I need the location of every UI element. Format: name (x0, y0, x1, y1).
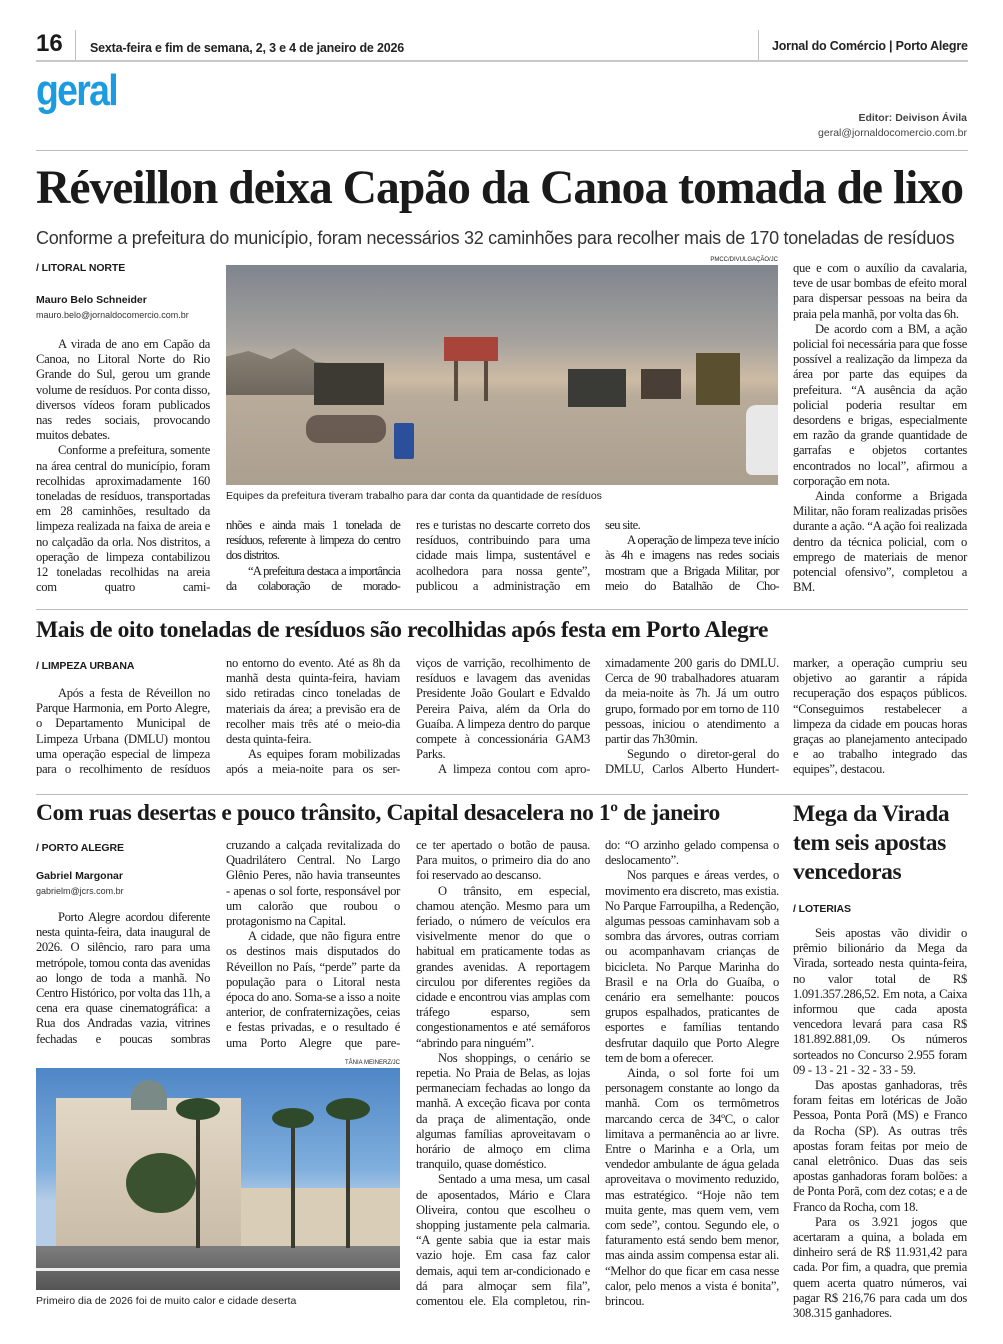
header-divider (75, 30, 76, 60)
article-column (36, 337, 210, 595)
paragraph: As equipes foram mobilizadas após a meia-noite para os ser- (226, 747, 400, 777)
author-email[interactable]: mauro.belo@jornaldocomercio.com.br (36, 310, 189, 320)
paragraph: res e turistas no descarte correto dos resíduos, contribuindo para uma cidade mais limpa, sustentável e acolhedora para nossa gente”, publicou a administração em (416, 518, 590, 593)
paragraph: Das apostas ganhadoras, três foram feitas em lotéricas de João Pessoa, Ponta Porã (MS) e Franco da Rocha (SP). As outras três apostas foram feitas por meio de canal eletrônico. Duas das seis apostas ganhadoras foram bolões: a de Ponta Porã, com dez cotas; e a de Franco da Rocha, com 18. (793, 1078, 967, 1214)
editor-info (818, 111, 967, 141)
subheadline: Conforme a prefeitura do município, foram necessários 32 caminhões para recolher mais de 170 toneladas de resíduos (36, 228, 955, 248)
people-group (306, 415, 386, 443)
author-name: Mauro Belo Schneider (36, 294, 147, 306)
editor-email[interactable]: geral@jornaldocomercio.com.br (818, 127, 967, 139)
paragraph: A operação de limpeza teve início às 4h e imagens nas redes sociais mostram que a Brigada Militar, por meio do Batalhão de Cho- (605, 533, 779, 593)
lifeguard-tower-leg (454, 361, 458, 401)
page-number: 16 (36, 30, 63, 57)
paragraph: De acordo com a BM, a ação policial foi necessária para que fosse possível a realização da limpeza da área por parte das equipes da prefeitura. “A ausência da ação policial poderia resultar em desordens e brigas, especialmente em razão da grande quantidade de garrafas e objetos cortantes encontrados no local”, afirmou a corporação em nota. (793, 321, 967, 488)
palm-tree (291, 1118, 295, 1248)
edition-date: Sexta-feira e fim de semana, 2, 3 e 4 de janeiro de 2026 (90, 41, 404, 55)
article-column (793, 261, 967, 595)
paragraph: ximadamente 200 garis do DMLU. Cerca de 90 trabalhadores atuaram da meia-noite às 7h. Já um outro grupo, formado por em torno de 110 pessoas, iniciou o atendimento a partir das 7h30min. (605, 656, 779, 747)
newspaper-name: Jornal do Comércio | Porto Alegre (772, 39, 968, 53)
paragraph: Sentado a uma mesa, um casal de aposentados, Mário e Clara Oliveira, contou que escolheu o shopping justamente pela calmaria. “A gente sabia que ia estar mais vazio hoje. Em casa faz calor demais, aqui tem ar-condicionado e dá para almoçar sem fila”, comentou ele. Ela completou, rin- (416, 1172, 590, 1309)
palm-tree (196, 1108, 200, 1248)
paragraph: Conforme a prefeitura, somente na área central do município, foram recolhidas aproximadamente 160 toneladas de resíduos, transportadas em 28 caminhões, resultado da limpeza realizada na faixa de areia e no calçadão da orla. Nos distritos, a operação de limpeza contabilizou 12 toneladas recolhidas na areia com quatro cami- (36, 443, 210, 595)
lifeguard-tower-cabin (444, 337, 498, 361)
editor-name: Editor: Deivison Ávila (858, 112, 967, 124)
section-rule (36, 150, 968, 151)
paragraph: A limpeza contou com apro- (438, 762, 590, 777)
porto-alegre-city-photo (36, 1068, 400, 1290)
article-tag: / PORTO ALEGRE (36, 842, 124, 854)
article-column (605, 838, 779, 1309)
article-tag: / LOTERIAS (793, 903, 851, 915)
header-rule (36, 60, 968, 62)
backhoe (696, 353, 740, 405)
beach-cleanup-photo (226, 265, 778, 485)
author-email[interactable]: gabrielm@jcrs.com.br (36, 886, 124, 896)
photo-caption: Primeiro dia de 2026 foi de muito calor e cidade deserta (36, 1295, 297, 1307)
paragraph: “A prefeitura destaca a importância da colaboração de morado- (226, 563, 400, 593)
headline-main: Réveillon deixa Capão da Canoa tomada de lixo (36, 161, 964, 214)
paragraph: Após a festa de Réveillon no Parque Harmonia, em Porto Alegre, o Departamento Municipal de Limpeza Urbana (DMLU) montou uma operação especial de limpeza para o recolhimento de resíduos (36, 686, 210, 777)
article-column (226, 656, 400, 778)
article-column (36, 910, 210, 1047)
blue-bin (394, 423, 414, 459)
paragraph: Seis apostas vão dividir o prêmio bilionário da Mega da Virada, sorteado nesta quinta-feira, no valor total de R$ 1.091.357.286,52. Em nota, a Caixa informou que cada aposta vencedora levará para casa R$ 181.892.881,09. Os números sorteados no Concurso 2.955 foram 09 - 13 - 21 - 32 - 33 - 59. (793, 926, 967, 1077)
article-column (226, 838, 400, 1051)
headline-article2: Mais de oito toneladas de resíduos são recolhidas após festa em Porto Alegre (36, 617, 769, 643)
article-column (36, 686, 210, 777)
paragraph: nhões e ainda mais 1 tonelada de resíduos, referente à limpeza do centro dos distritos. (226, 518, 400, 563)
paragraph: Nos shoppings, o cenário se repetia. No Praia de Belas, as lojas permaneciam fechadas ao longo da manhã. A exceção ficava por conta da praça de alimentação, onde algumas famílias aproveitavam o horário de almoço em clima tranquilo, quase doméstico. (416, 1050, 590, 1172)
palm-crown (326, 1098, 370, 1120)
paragraph: Nos parques e áreas verdes, o movimento era discreto, mas existia. No Parque Farroupilha, a Redenção, algumas pessoas caminhavam sob a sombra das árvores, outras corriam ou acompanhavam crianças de bicicleta. No Parque Marinha do Brasil e na Orla do Guaíba, o cenário era semelhante: poucos grupos espalhados, praticantes de esportes e famílias tentando desfrutar daquilo que Porto Alegre tem de bom a oferecer. (605, 868, 779, 1065)
tree (126, 1153, 196, 1213)
building-low (241, 1188, 400, 1248)
lifeguard-tower-leg (484, 361, 488, 401)
paragraph: Para os 3.921 jogos que acertaram a quina, a bolada em dinheiro será de R$ 11.931,42 para cada. Por fim, a quadra, que premia quem acerta quatro números, vai pagar R$ 216,76 para cada um dos 308.315 ganhadores. (793, 1214, 967, 1321)
header-divider (758, 30, 759, 60)
building-dome (131, 1080, 167, 1110)
photo-credit: PMCC/DIVULGAÇÃO/JC (710, 257, 778, 263)
paragraph: O trânsito, em especial, chamou atenção. Mesmo para um feriado, o número de veículos era visivelmente menor do que o habitual em praticamente todas as grandes avenidas. A reportagem circulou por diferentes regiões da cidade e encontrou vias amplas com tráfego esparso, sem congestionamentos e até semáforos “abrindo para ninguém”. (416, 883, 590, 1050)
photo-credit: TÂNIA MEINERZ/JC (344, 1060, 400, 1066)
paragraph: A cidade, que não figura entre os destinos mais disputados do Réveillon no País, “perde” parte da população para o Litoral nesta época do ano. Soma-se a isso a noite anterior, de confraternizações, ceias e festas privadas, e o resultado é uma Porto Alegre que pare- (226, 929, 400, 1050)
paragraph: marker, a operação cumpriu seu objetivo ao garantir a rápida recuperação dos espaços públicos. “Conseguimos restabelecer a limpeza da cidade em poucas horas graças ao planejamento antecipado e ao trabalho integrado das equipes”, destacou. (793, 656, 967, 777)
palm-tree (346, 1108, 350, 1248)
article-rule (36, 794, 968, 795)
paragraph: seu site. (605, 518, 641, 532)
garbage-truck (568, 369, 626, 407)
truck (641, 369, 681, 399)
author-name: Gabriel Margonar (36, 870, 123, 882)
section-title: geral (36, 66, 117, 115)
paragraph: Ainda, o sol forte foi um personagem constante ao longo da manhã. Com os termômetros marcando cerca de 34ºC, o calor limitava a permanência ao ar livre. Entre o Marinha e a Orla, um vendedor ambulante de água gelada aproveitava o movimento reduzido, mas estratégico. “Hoje não tem muita gente, mas quem vem, vem com sede”, contou. Segundo ele, o faturamento está sendo bem menor, mas ainda assim compensa estar ali. “Melhor do que ficar em casa nesse calor, pelo menos a vista é bonita”, brincou. (605, 1066, 779, 1309)
paragraph: ce ter apertado o botão de pausa. Para muitos, o primeiro dia do ano foi reservado ao descanso. (416, 838, 590, 883)
palm-crown (176, 1098, 220, 1120)
article-column (793, 656, 967, 778)
road-marking (36, 1268, 400, 1271)
article-rule (36, 609, 968, 610)
paragraph: do: “O arzinho gelado compensa o deslocamento”. (605, 838, 779, 868)
photo-caption: Equipes da prefeitura tiveram trabalho para dar conta da quantidade de resíduos (226, 490, 602, 502)
article-column (226, 518, 400, 594)
headline-article4: Mega da Virada tem seis apostas vencedoras (793, 801, 950, 885)
article-column (416, 656, 590, 778)
article-column (416, 518, 590, 594)
white-car (746, 405, 778, 475)
article-column (605, 518, 779, 594)
paragraph: viços de varrição, recolhimento de resíduos e lavagem das avenidas Presidente João Goulart e Edvaldo Pereira Paiva, além da Orla do Guaíba. A limpeza dentro do parque compete à concessionária GAM3 Parks. (416, 656, 590, 762)
paragraph: no entorno do evento. Até as 8h da manhã desta quinta-feira, haviam sido retiradas cinco toneladas de materiais da área; a previsão era de recolher mais três até o meio-dia desta quinta-feira. (226, 656, 400, 747)
palm-crown (272, 1108, 314, 1128)
paragraph: A virada de ano em Capão da Canoa, no Litoral Norte do Rio Grande do Sul, gerou um grande volume de resíduos. Por conta disso, diversos vídeos foram publicados nas redes sociais, provocando muitos debates. (36, 337, 210, 443)
article-column (605, 656, 779, 778)
paragraph: Segundo o diretor-geral do DMLU, Carlos Alberto Hundert- (605, 747, 779, 777)
paragraph: Ainda conforme a Brigada Militar, não foram realizadas prisões durante a ação. “A ação foi realizada dentro da técnica policial, com o emprego de materiais de menor potencial ofensivo”, completou a BM. (793, 489, 967, 595)
paragraph: cruzando a calçada revitalizada do Quadrilátero Central. No Largo Glênio Peres, não havia transeuntes - apenas o sol forte, responsável por um calorão que roubou o protagonismo na Capital. (226, 838, 400, 929)
paragraph: que e com o auxílio da cavalaria, teve de usar bombas de efeito moral para dispersar pessoas na beira da praia pela manhã, por volta das 6h. (793, 261, 967, 321)
headline-article3: Com ruas desertas e pouco trânsito, Capital desacelera no 1º de janeiro (36, 800, 720, 826)
article-column (793, 926, 967, 1321)
paragraph: Porto Alegre acordou diferente nesta quinta-feira, data inaugural de 2026. O silêncio, raro para uma metrópole, tomou conta das avenidas ao longo de toda a manhã. No Centro Histórico, por volta das 11h, a cena era quase cinematográfica: a Rua dos Andradas vazia, vitrines fechadas e poucas sombras (36, 910, 210, 1046)
article-tag: / LITORAL NORTE (36, 262, 126, 274)
article-tag: / LIMPEZA URBANA (36, 660, 135, 672)
article-column (416, 838, 590, 1309)
tractor (314, 363, 384, 405)
